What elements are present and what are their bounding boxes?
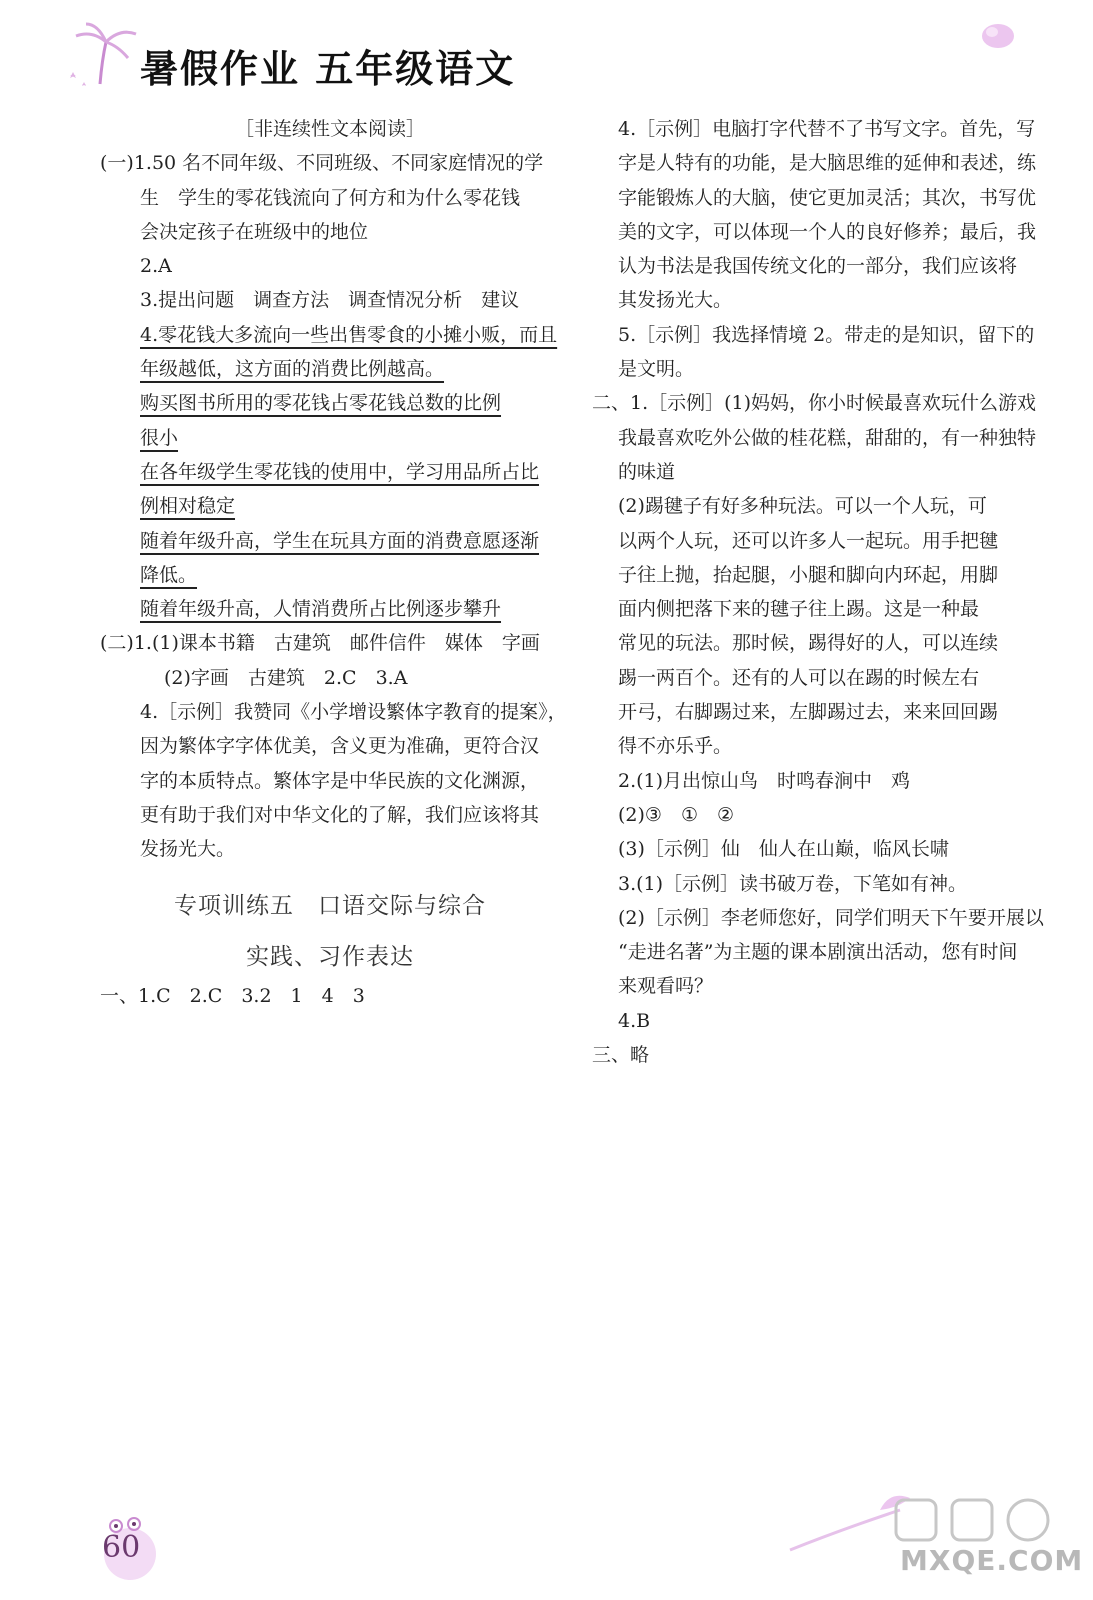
answer-line: 随着年级升高，学生在玩具方面的消费意愿逐渐: [140, 529, 540, 552]
watermark-text: MXQE.COM: [900, 1544, 1084, 1577]
answer-line: 4.B: [618, 1009, 651, 1032]
answer-line: 字能锻炼人的大脑，使它更加灵活；其次，书写优: [618, 186, 1037, 209]
watermark: [890, 1494, 1084, 1584]
answer-line: 很小: [140, 426, 179, 449]
answer-line: (3)［示例］仙 仙人在山巅，临风长啸: [618, 838, 949, 861]
answer-line: 3.提出问题 调查方法 调查情况分析 建议: [140, 289, 520, 312]
page-number-badge: [96, 1516, 170, 1582]
answer-line: 是文明。: [618, 358, 695, 381]
answer-line: 在各年级学生零花钱的使用中，学习用品所占比: [140, 460, 540, 483]
answer-line: (2)踢毽子有好多种玩法。可以一个人玩，可: [618, 495, 987, 518]
answer-line: 子往上抛，抬起腿，小腿和脚向内环起，用脚: [618, 563, 999, 586]
answer-line: 4.［示例］电脑打字代替不了书写文字。首先，写: [618, 118, 1036, 140]
answer-line: 4.零花钱大多流向一些出售零食的小摊小贩，而且: [140, 323, 558, 346]
answer-line: “走进名著”为主题的课本剧演出活动，您有时间: [618, 941, 1018, 964]
answer-line: (2)［示例］李老师您好，同学们明天下午要开展以: [618, 906, 1044, 929]
answer-line: 会决定孩子在班级中的地位: [140, 220, 369, 243]
section-title: 专项训练五 口语交际与综合: [174, 892, 486, 919]
sub-section-title: 实践、习作表达: [246, 943, 414, 970]
right-column: [592, 112, 1042, 1072]
answer-line: 美的文字，可以体现一个人的良好修养；最后，我: [618, 220, 1037, 243]
answer-line: 我最喜欢吃外公做的桂花糕，甜甜的，有一种独特: [618, 426, 1037, 449]
answer-line: 生 学生的零花钱流向了何方和为什么零花钱: [140, 186, 521, 209]
header-title: 暑假作业 五年级语文: [140, 47, 516, 91]
answer-line: 2.A: [140, 255, 172, 278]
answer-line: 的味道: [618, 460, 676, 483]
answer-line: 二、1.［示例］(1)妈妈，你小时候最喜欢玩什么游戏: [592, 392, 1037, 415]
watermark-logo-icon: [890, 1494, 1060, 1544]
answer-line: 购买图书所用的零花钱占零花钱总数的比例: [140, 392, 502, 415]
answer-line: 4.［示例］我赞同《小学增设繁体字教育的提案》，: [140, 701, 567, 724]
answer-line: 来观看吗？: [618, 975, 714, 998]
answer-line: 踢一两百个。还有的人可以在踢的时候左右: [618, 666, 980, 689]
answer-line: 面内侧把落下来的毽子往上踢。这是一种最: [618, 598, 980, 621]
answer-line: 3.(1)［示例］读书破万卷，下笔如有神。: [618, 872, 968, 895]
section-heading-nonlinear-reading: ［非连续性文本阅读］: [234, 118, 425, 140]
answer-line: 年级越低，这方面的消费比例越高。: [140, 358, 445, 381]
answer-line: 2.(1)月出惊山鸟 时鸣春涧中 鸡: [618, 769, 911, 792]
answer-line: 开弓，右脚踢过来，左脚踢过去，来来回回踢: [618, 701, 999, 724]
answer-line: 字是人特有的功能，是大脑思维的延伸和表述，练: [618, 152, 1037, 175]
answer-line: (二)1.(1)课本书籍 古建筑 邮件信件 媒体 字画: [100, 632, 540, 655]
answer-line: 得不亦乐乎。: [618, 735, 733, 758]
palm-tree-decoration: [62, 20, 152, 90]
answer-line: 一、1.C 2.C 3.2 1 4 3: [100, 984, 365, 1007]
answer-line: (2)③ ① ②: [618, 803, 735, 826]
answer-line: 字的本质特点。繁体字是中华民族的文化渊源，: [140, 769, 540, 792]
answer-line: 常见的玩法。那时候，踢得好的人，可以连续: [618, 632, 999, 655]
answer-line: 因为繁体字字体优美，含义更为准确，更符合汉: [140, 735, 540, 758]
answer-line: 其发扬光大。: [618, 289, 733, 312]
answer-line: 更有助于我们对中华文化的了解，我们应该将其: [140, 803, 540, 826]
answer-line: 5.［示例］我选择情境 2。带走的是知识，留下的: [618, 323, 1035, 346]
answer-line: (一)1.50 名不同年级、不同班级、不同家庭情况的学: [100, 152, 544, 175]
answer-line: 三、略: [592, 1044, 650, 1067]
answer-line: (2)字画 古建筑 2.C 3.A: [164, 666, 408, 689]
answer-line: 降低。: [140, 563, 198, 586]
answer-line: 以两个人玩，还可以许多人一起玩。用手把毽: [618, 529, 999, 552]
answer-line: 随着年级升高，人情消费所占比例逐步攀升: [140, 598, 502, 621]
answer-line: 例相对稳定: [140, 495, 236, 518]
flower-decoration: [968, 14, 1028, 58]
answer-line: 发扬光大。: [140, 838, 236, 861]
answer-line: 认为书法是我国传统文化的一部分，我们应该将: [618, 255, 1018, 278]
page-number: 60: [102, 1530, 141, 1565]
left-column: [100, 112, 567, 1013]
